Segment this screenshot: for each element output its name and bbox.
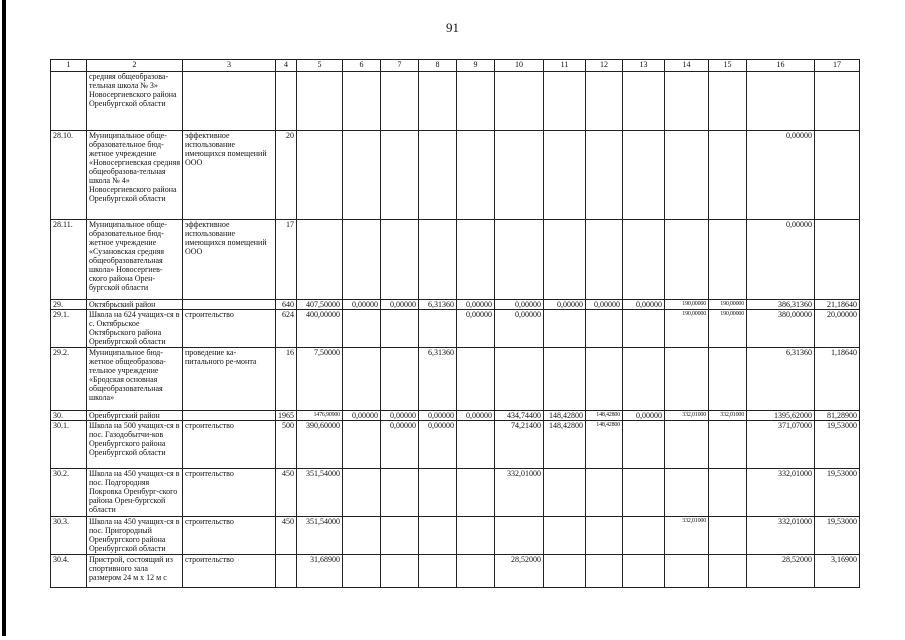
value-cell-13: [623, 220, 665, 300]
value-cell-7: [381, 131, 419, 220]
table-row: [51, 310, 860, 348]
value-cell-17: [815, 220, 860, 300]
value-cell-4: 640: [276, 300, 297, 310]
value-cell-4: 624: [276, 310, 297, 348]
object-name-cell: Муниципальное бюд-жетное общеобразова-тельное учреждение «Бродская основная общеобразовательная школа»: [87, 348, 183, 411]
value-cell-12: [586, 555, 623, 588]
value-cell-5: 351,54000: [297, 517, 343, 555]
purpose-cell: [183, 72, 276, 131]
value-cell-8: [419, 555, 457, 588]
value-cell-9: [457, 131, 495, 220]
value-cell-10: 434,74400: [495, 411, 544, 421]
value-cell-5: [297, 220, 343, 300]
row-number-cell: 30.2.: [51, 469, 87, 517]
value-cell-16: 386,31360: [747, 300, 815, 310]
value-cell-6: [343, 469, 381, 517]
row-number-cell: 30.3.: [51, 517, 87, 555]
value-cell-12: [586, 469, 623, 517]
value-cell-11: [544, 220, 586, 300]
value-cell-17: 19,53000: [815, 517, 860, 555]
value-cell-15: [709, 72, 747, 131]
value-cell-17: 20,00000: [815, 310, 860, 348]
value-cell-10: 332,01000: [495, 469, 544, 517]
table-row: [51, 300, 860, 310]
value-cell-8: [419, 220, 457, 300]
value-cell-7: [381, 348, 419, 411]
value-cell-13: [623, 348, 665, 411]
value-cell-5: 407,50000: [297, 300, 343, 310]
value-cell-8: [419, 517, 457, 555]
value-cell-6: [343, 131, 381, 220]
value-cell-10: [495, 348, 544, 411]
value-cell-4: [276, 72, 297, 131]
page-number: 91: [446, 20, 459, 35]
table-header-row: [51, 60, 860, 72]
table-row: [51, 469, 860, 517]
value-cell-6: [343, 421, 381, 469]
value-cell-15: [709, 131, 747, 220]
value-cell-15: [709, 469, 747, 517]
value-cell-16: 28,52000: [747, 555, 815, 588]
value-cell-8: [419, 72, 457, 131]
value-cell-13: 0,00000: [623, 300, 665, 310]
row-number-cell: 28.10.: [51, 131, 87, 220]
value-cell-16: 1395,62000: [747, 411, 815, 421]
budget-table: [50, 59, 860, 588]
column-header: 11: [544, 60, 586, 72]
column-header: 17: [815, 60, 860, 72]
value-cell-8: 0,00000: [419, 411, 457, 421]
value-cell-15: [709, 517, 747, 555]
value-cell-12: [586, 131, 623, 220]
value-cell-16: 332,01000: [747, 469, 815, 517]
value-cell-4: 500: [276, 421, 297, 469]
value-cell-13: [623, 421, 665, 469]
value-cell-9: [457, 421, 495, 469]
value-cell-14: 332,01000: [665, 411, 709, 421]
value-cell-7: [381, 517, 419, 555]
value-cell-11: [544, 555, 586, 588]
value-cell-9: [457, 469, 495, 517]
value-cell-14: [665, 469, 709, 517]
value-cell-11: [544, 310, 586, 348]
value-cell-12: [586, 220, 623, 300]
row-number-cell: 28.11.: [51, 220, 87, 300]
object-name-cell: Муниципальное обще-образовательное бюд-жетное учреждение «Сузановская средняя общеобразовательная школа» Новосергиев-ского района Орен-бургской области: [87, 220, 183, 300]
value-cell-11: [544, 348, 586, 411]
object-name-cell: Школа на 450 учащих-ся в пос. Подгородняя Покровка Оренбург-ского района Орен-бургской области: [87, 469, 183, 517]
object-name-cell: Оренбургский район: [87, 411, 183, 421]
value-cell-14: [665, 555, 709, 588]
value-cell-8: [419, 310, 457, 348]
column-header: 1: [51, 60, 87, 72]
purpose-cell: строительство: [183, 469, 276, 517]
purpose-cell: [183, 411, 276, 421]
value-cell-12: [586, 72, 623, 131]
value-cell-7: [381, 72, 419, 131]
value-cell-17: 21,18640: [815, 300, 860, 310]
value-cell-6: [343, 517, 381, 555]
value-cell-9: [457, 517, 495, 555]
value-cell-12: [586, 310, 623, 348]
value-cell-8: [419, 469, 457, 517]
value-cell-6: [343, 72, 381, 131]
value-cell-5: 31,68900: [297, 555, 343, 588]
object-name-cell: Пристрой, состоящий из спортивного зала размером 24 м х 12 м с: [87, 555, 183, 588]
value-cell-12: [586, 517, 623, 555]
value-cell-7: [381, 310, 419, 348]
table-row: [51, 348, 860, 411]
value-cell-16: [747, 72, 815, 131]
column-header: 9: [457, 60, 495, 72]
value-cell-17: 1,18640: [815, 348, 860, 411]
value-cell-11: [544, 131, 586, 220]
column-header: 16: [747, 60, 815, 72]
row-number-cell: 29.1.: [51, 310, 87, 348]
value-cell-10: 74,21400: [495, 421, 544, 469]
column-header: 13: [623, 60, 665, 72]
value-cell-11: [544, 72, 586, 131]
value-cell-8: [419, 131, 457, 220]
value-cell-16: 332,01000: [747, 517, 815, 555]
value-cell-11: 148,42800: [544, 421, 586, 469]
value-cell-15: [709, 220, 747, 300]
table-row: [51, 220, 860, 300]
object-name-cell: Школа на 450 учащих-ся в пос. Пригородный Оренбургского района Оренбургской области: [87, 517, 183, 555]
value-cell-14: 332,01000: [665, 517, 709, 555]
purpose-cell: строительство: [183, 555, 276, 588]
value-cell-5: [297, 72, 343, 131]
value-cell-5: [297, 131, 343, 220]
value-cell-11: 148,42800: [544, 411, 586, 421]
value-cell-9: 0,00000: [457, 310, 495, 348]
object-name-cell: средняя общеобразова-тельная школа № 3» Новосергиевского района Оренбургской области: [87, 72, 183, 131]
table-row: [51, 421, 860, 469]
value-cell-15: [709, 421, 747, 469]
purpose-cell: эффективное использование имеющихся помещений ООО: [183, 131, 276, 220]
value-cell-9: [457, 72, 495, 131]
value-cell-15: 190,00000: [709, 300, 747, 310]
value-cell-7: 0,00000: [381, 300, 419, 310]
value-cell-15: 332,01000: [709, 411, 747, 421]
value-cell-5: 400,00000: [297, 310, 343, 348]
value-cell-13: [623, 310, 665, 348]
value-cell-13: [623, 131, 665, 220]
value-cell-10: 28,52000: [495, 555, 544, 588]
row-number-cell: 30.: [51, 411, 87, 421]
object-name-cell: Школа на 500 учащих-ся в пос. Газодобытчи-ков Оренбургского района Оренбургской области: [87, 421, 183, 469]
column-header: 6: [343, 60, 381, 72]
object-name-cell: Муниципальное обще-образовательное бюд-жетное учреждение «Новосергиевская средняя общеобразова-тельная школа № 4» Новосергиевского района Оренбургской области: [87, 131, 183, 220]
value-cell-11: [544, 469, 586, 517]
value-cell-5: 1476,90900: [297, 411, 343, 421]
row-number-cell: 30.1.: [51, 421, 87, 469]
table-row: [51, 131, 860, 220]
value-cell-16: 0,00000: [747, 131, 815, 220]
object-name-cell: Октябрьский район: [87, 300, 183, 310]
table-row: [51, 555, 860, 588]
value-cell-15: [709, 555, 747, 588]
table-row: [51, 517, 860, 555]
column-header: 12: [586, 60, 623, 72]
column-header: 4: [276, 60, 297, 72]
value-cell-12: [586, 348, 623, 411]
value-cell-7: 0,00000: [381, 421, 419, 469]
purpose-cell: строительство: [183, 517, 276, 555]
value-cell-12: 148,42800: [586, 421, 623, 469]
column-header: 15: [709, 60, 747, 72]
value-cell-4: 1965: [276, 411, 297, 421]
value-cell-6: 0,00000: [343, 300, 381, 310]
purpose-cell: строительство: [183, 421, 276, 469]
scan-edge-bar: [2, 0, 6, 636]
purpose-cell: эффективное использование имеющихся помещений ООО: [183, 220, 276, 300]
value-cell-8: 0,00000: [419, 421, 457, 469]
value-cell-7: [381, 469, 419, 517]
column-header: 14: [665, 60, 709, 72]
column-header: 5: [297, 60, 343, 72]
value-cell-14: 190,00000: [665, 300, 709, 310]
value-cell-10: [495, 131, 544, 220]
value-cell-14: [665, 421, 709, 469]
value-cell-14: [665, 348, 709, 411]
value-cell-4: 17: [276, 220, 297, 300]
value-cell-11: 0,00000: [544, 300, 586, 310]
value-cell-4: [276, 555, 297, 588]
value-cell-17: 81,28900: [815, 411, 860, 421]
value-cell-14: [665, 72, 709, 131]
value-cell-10: [495, 220, 544, 300]
value-cell-9: [457, 555, 495, 588]
table-row: [51, 72, 860, 131]
value-cell-13: [623, 469, 665, 517]
column-header: 3: [183, 60, 276, 72]
value-cell-9: 0,00000: [457, 300, 495, 310]
row-number-cell: 29.2.: [51, 348, 87, 411]
value-cell-10: [495, 517, 544, 555]
value-cell-13: [623, 555, 665, 588]
row-number-cell: 30.4.: [51, 555, 87, 588]
value-cell-4: 20: [276, 131, 297, 220]
purpose-cell: проведение ка-питального ре-монта: [183, 348, 276, 411]
value-cell-7: [381, 555, 419, 588]
value-cell-14: [665, 220, 709, 300]
value-cell-17: [815, 131, 860, 220]
value-cell-6: [343, 555, 381, 588]
value-cell-13: [623, 72, 665, 131]
value-cell-13: [623, 517, 665, 555]
value-cell-4: 450: [276, 469, 297, 517]
value-cell-5: 390,60000: [297, 421, 343, 469]
value-cell-7: [381, 220, 419, 300]
value-cell-16: 0,00000: [747, 220, 815, 300]
table-row: [51, 411, 860, 421]
value-cell-6: [343, 310, 381, 348]
value-cell-10: 0,00000: [495, 310, 544, 348]
value-cell-12: 148,42800: [586, 411, 623, 421]
value-cell-5: 351,54000: [297, 469, 343, 517]
value-cell-16: 371,07000: [747, 421, 815, 469]
value-cell-8: 6,31360: [419, 348, 457, 411]
value-cell-17: 19,53000: [815, 469, 860, 517]
value-cell-13: 0,00000: [623, 411, 665, 421]
value-cell-5: 7,50000: [297, 348, 343, 411]
column-header: 10: [495, 60, 544, 72]
value-cell-10: 0,00000: [495, 300, 544, 310]
purpose-cell: строительство: [183, 310, 276, 348]
object-name-cell: Школа на 624 учащих-ся в с. Октябрьское Октябрьского района Оренбургской области: [87, 310, 183, 348]
value-cell-6: 0,00000: [343, 411, 381, 421]
value-cell-6: [343, 348, 381, 411]
value-cell-16: 380,00000: [747, 310, 815, 348]
column-header: 7: [381, 60, 419, 72]
value-cell-17: 3,16900: [815, 555, 860, 588]
value-cell-7: 0,00000: [381, 411, 419, 421]
value-cell-14: [665, 131, 709, 220]
value-cell-8: 6,31360: [419, 300, 457, 310]
value-cell-4: 16: [276, 348, 297, 411]
value-cell-15: 190,00000: [709, 310, 747, 348]
value-cell-10: [495, 72, 544, 131]
value-cell-17: [815, 72, 860, 131]
purpose-cell: [183, 300, 276, 310]
row-number-cell: 29.: [51, 300, 87, 310]
value-cell-9: 0,00000: [457, 411, 495, 421]
value-cell-12: 0,00000: [586, 300, 623, 310]
column-header: 8: [419, 60, 457, 72]
value-cell-14: 190,00000: [665, 310, 709, 348]
value-cell-9: [457, 348, 495, 411]
column-header: 2: [87, 60, 183, 72]
row-number-cell: [51, 72, 87, 131]
value-cell-9: [457, 220, 495, 300]
value-cell-4: 450: [276, 517, 297, 555]
value-cell-11: [544, 517, 586, 555]
value-cell-6: [343, 220, 381, 300]
value-cell-17: 19,53000: [815, 421, 860, 469]
value-cell-15: [709, 348, 747, 411]
value-cell-16: 6,31360: [747, 348, 815, 411]
